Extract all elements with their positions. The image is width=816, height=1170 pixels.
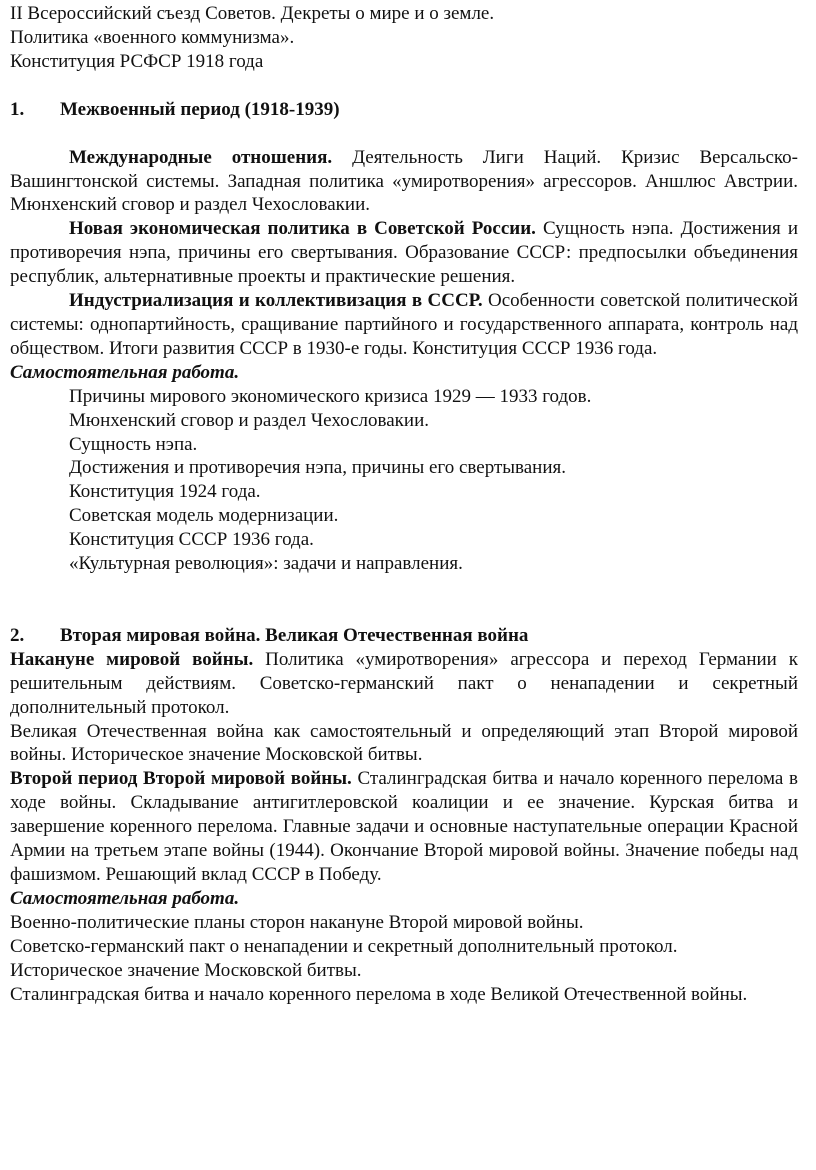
- paragraph-lead: Индустриализация и коллективизация в СССР.: [69, 290, 483, 312]
- section-1-paragraph: [10, 217, 798, 289]
- spacer: [10, 122, 798, 146]
- self-work-item: Сущность нэпа.: [69, 433, 198, 455]
- paragraph-lead: Второй период Второй мировой войны.: [10, 768, 352, 790]
- paragraph-body: Сущность нэпа. Достижения и противоречия нэпа, причины его свертывания. Образование СССР: предпосылки объединения республик, альтернативные проекты и практические решения.: [10, 218, 798, 288]
- section-2-paragraph: [10, 767, 798, 887]
- self-work-item: Мюнхенский сговор и раздел Чехословакии.: [69, 409, 429, 431]
- section-1-title: Межвоенный период (1918-1939): [60, 98, 340, 120]
- section-2-title: Вторая мировая война. Великая Отечественная война: [60, 624, 529, 646]
- paragraph-body: Деятельность Лиги Наций. Кризис Версальско-Вашингтонской системы. Западная политика «умиротворения» агрессоров. Аншлюс Австрии. Мюнхенский сговор и раздел Чехословакии.: [10, 146, 798, 216]
- self-work-item: Советско-германский пакт о ненападении и секретный дополнительный протокол.: [10, 935, 678, 957]
- intro-line: Политика «военного коммунизма».: [10, 26, 295, 48]
- section-1-paragraph: [10, 289, 798, 361]
- self-work-item: Военно-политические планы сторон накануне Второй мировой войны.: [10, 911, 584, 933]
- self-work-item: Достижения и противоречия нэпа, причины его свертывания.: [69, 457, 566, 479]
- self-work-item: Сталинградская битва и начало коренного перелома в ходе Великой Отечественной войны.: [10, 983, 748, 1005]
- spacer: [10, 74, 798, 98]
- section-1-paragraph: [10, 146, 798, 218]
- intro-line: Конституция РСФСР 1918 года: [10, 50, 264, 72]
- spacer: [10, 576, 798, 624]
- paragraph-body: Политика «умиротворения» агрессора и переход Германии к решительным действиям. Советско-германский пакт о ненападении и секретный дополнительный протокол.: [10, 648, 798, 718]
- paragraph-body: Сталинградская битва и начало коренного перелома в ходе войны. Складывание антигитлеровской коалиции и ее значение. Курская битва и завершение коренного перелома. Главные задачи и основные наступательные операции Красной Армии на третьем этапе войны (1944). Окончание Второй мировой войны. Значение победы над фашизмом. Решающий вклад СССР в Победу.: [10, 768, 798, 885]
- section-1-heading: [10, 98, 798, 122]
- section-2-heading: [10, 624, 798, 648]
- paragraph-lead: Международные отношения.: [69, 146, 333, 168]
- self-work-label: Самостоятельная работа.: [10, 361, 240, 383]
- paragraph-lead: Накануне мировой войны.: [10, 648, 254, 670]
- section-2-paragraph: Великая Отечественная война как самостоятельный и определяющий этап Второй мировой войны. Историческое значение Московской битвы.: [10, 720, 798, 766]
- section-1-number: 1.: [10, 98, 25, 120]
- intro-line: II Всероссийский съезд Советов. Декреты о мире и о земле.: [10, 3, 495, 24]
- section-2-number: 2.: [10, 624, 25, 646]
- self-work-item: Советская модель модернизации.: [69, 505, 339, 527]
- self-work-item: Историческое значение Московской битвы.: [10, 959, 362, 981]
- self-work-item: Конституция СССР 1936 года.: [69, 529, 314, 551]
- self-work-item: «Культурная революция»: задачи и направления.: [69, 553, 463, 575]
- document-page: [10, 2, 798, 1006]
- self-work-label: Самостоятельная работа.: [10, 887, 240, 909]
- paragraph-body: Особенности советской политической системы: однопартийность, сращивание партийного и государственного аппарата, контроль над обществом. Итоги развития СССР в 1930-е годы. Конституция СССР 1936 года.: [10, 290, 798, 359]
- self-work-item: Причины мирового экономического кризиса 1929 — 1933 годов.: [69, 385, 592, 407]
- paragraph-lead: Новая экономическая политика в Советской России.: [69, 218, 536, 240]
- section-2-paragraph: [10, 648, 798, 720]
- self-work-item: Конституция 1924 года.: [69, 481, 261, 503]
